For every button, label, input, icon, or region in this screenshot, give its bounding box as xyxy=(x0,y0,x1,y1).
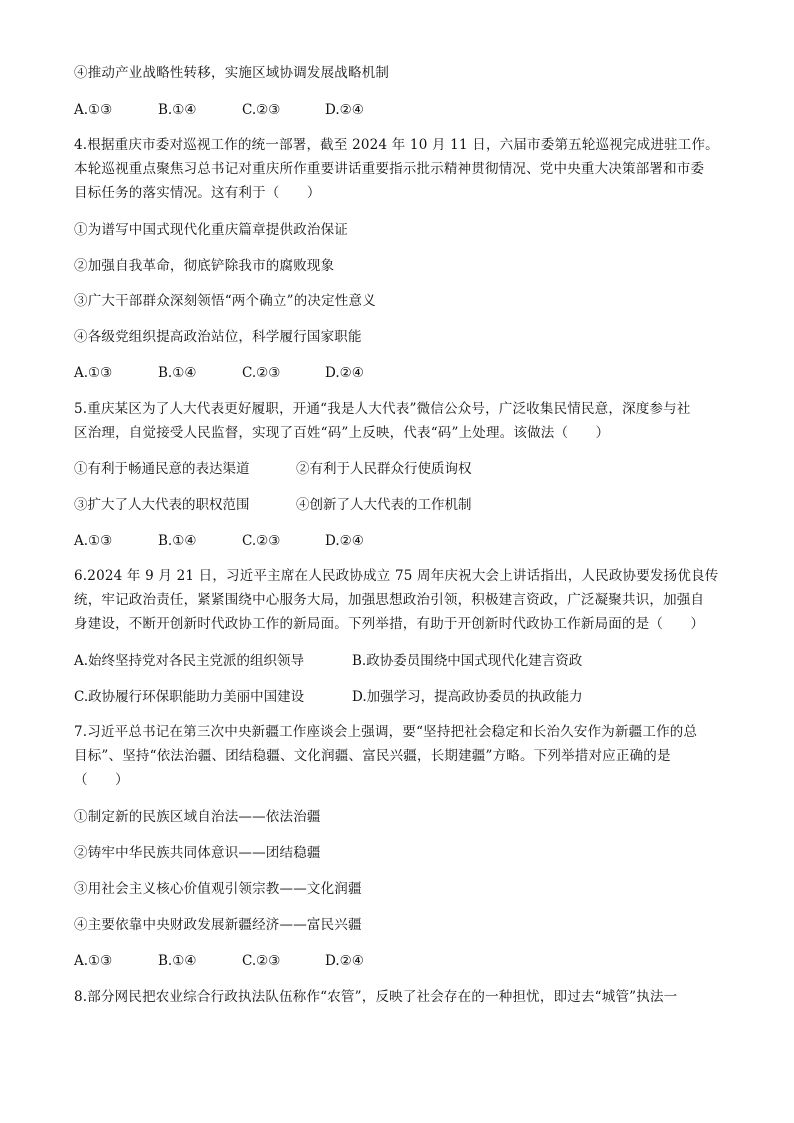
q7-item-2: ②铸牢中华民族共同体意识——团结稳疆 xyxy=(74,845,321,861)
q5-item-2: ②有利于人民群众行使质询权 xyxy=(296,461,472,477)
q6-option-d: D.加强学习，提高政协委员的执政能力 xyxy=(352,689,583,705)
q5-stem-line-2: 区治理，自觉接受人民监督，实现了百姓“码”上反映，代表“码”上处理。该做法（ ） xyxy=(74,425,610,441)
q4-option-b: B.①④ xyxy=(158,365,197,381)
q3-option-c: C.②③ xyxy=(242,102,281,118)
q5-item-3: ③扩大了人大代表的职权范围 xyxy=(74,497,250,513)
q7-option-b: B.①④ xyxy=(158,953,197,969)
q4-stem-line-1: 4.根据重庆市委对巡视工作的统一部署，截至 2024 年 10 月 11 日，六届市委第五轮巡视完成进驻工作。 xyxy=(74,137,719,153)
q6-stem-line-2: 统，牢记政治责任，紧紧围绕中心服务大局，加强思想政治引领，积极建言资政，广泛凝聚共识，加强自 xyxy=(74,592,705,608)
q5-option-a: A.①③ xyxy=(74,533,113,549)
q4-stem-line-2: 本轮巡视重点聚焦习总书记对重庆所作重要讲话重要指示批示精神贯彻情况、党中央重大决策部署和市委 xyxy=(74,161,705,177)
q7-item-4: ④主要依靠中央财政发展新疆经济——富民兴疆 xyxy=(74,917,362,933)
q6-option-c: C.政协履行环保职能助力美丽中国建设 xyxy=(74,689,305,705)
q7-option-a: A.①③ xyxy=(74,953,113,969)
q5-option-c: C.②③ xyxy=(242,533,281,549)
q5-stem-line-1: 5.重庆某区为了人大代表更好履职，开通“我是人大代表”微信公众号，广泛收集民情民意，深度参与社 xyxy=(74,401,691,417)
q7-option-d: D.②④ xyxy=(325,953,364,969)
q4-item-3: ③广大干部群众深刻领悟“两个确立”的决定性意义 xyxy=(74,293,376,309)
q4-option-a: A.①③ xyxy=(74,365,113,381)
q4-option-c: C.②③ xyxy=(242,365,281,381)
q3-option-a: A.①③ xyxy=(74,102,113,118)
q7-stem-line-1: 7.习近平总书记在第三次中央新疆工作座谈会上强调，要“坚持把社会稳定和长治久安作为新疆工作的总 xyxy=(74,724,698,740)
q6-stem-line-3: 身建设，不断开创新时代政协工作的新局面。下列举措，有助于开创新时代政协工作新局面的是（ ） xyxy=(74,616,705,632)
q6-option-a: A.始终坚持党对各民主党派的组织领导 xyxy=(74,653,305,669)
q5-item-1: ①有利于畅通民意的表达渠道 xyxy=(74,461,250,477)
q4-item-1: ①为谱写中国式现代化重庆篇章提供政治保证 xyxy=(74,222,348,238)
q5-option-b: B.①④ xyxy=(158,533,197,549)
q7-item-1: ①制定新的民族区域自治法——依法治疆 xyxy=(74,809,321,825)
q6-stem-line-1: 6.2024 年 9 月 21 日，习近平主席在人民政协成立 75 周年庆祝大会上讲话指出，人民政协要发扬优良传 xyxy=(74,568,719,584)
q7-stem-line-2: 目标”、坚持“依法治疆、团结稳疆、文化润疆、富民兴疆，长期建疆”方略。下列举措对应正确的是 xyxy=(74,748,671,764)
q6-option-b: B.政协委员围绕中国式现代化建言资政 xyxy=(352,653,583,669)
q4-option-d: D.②④ xyxy=(325,365,364,381)
q4-item-2: ②加强自我革命，彻底铲除我市的腐败现象 xyxy=(74,258,335,274)
q3-item-4: ④推动产业战略性转移，实施区域协调发展战略机制 xyxy=(74,65,390,81)
q5-item-4: ④创新了人大代表的工作机制 xyxy=(296,497,472,513)
q4-item-4: ④各级党组织提高政治站位，科学履行国家职能 xyxy=(74,329,362,345)
q7-item-3: ③用社会主义核心价值观引领宗教——文化润疆 xyxy=(74,881,362,897)
q7-option-c: C.②③ xyxy=(242,953,281,969)
q3-option-b: B.①④ xyxy=(158,102,197,118)
q5-option-d: D.②④ xyxy=(325,533,364,549)
q4-stem-line-3: 目标任务的落实情况。这有利于（ ） xyxy=(74,185,321,201)
q8-stem-line-1: 8.部分网民把农业综合行政执法队伍称作“农管”，反映了社会存在的一种担忧，即过去“城管”执法一 xyxy=(74,989,678,1005)
q7-stem-line-3: （ ） xyxy=(74,772,129,788)
q3-option-d: D.②④ xyxy=(325,102,364,118)
